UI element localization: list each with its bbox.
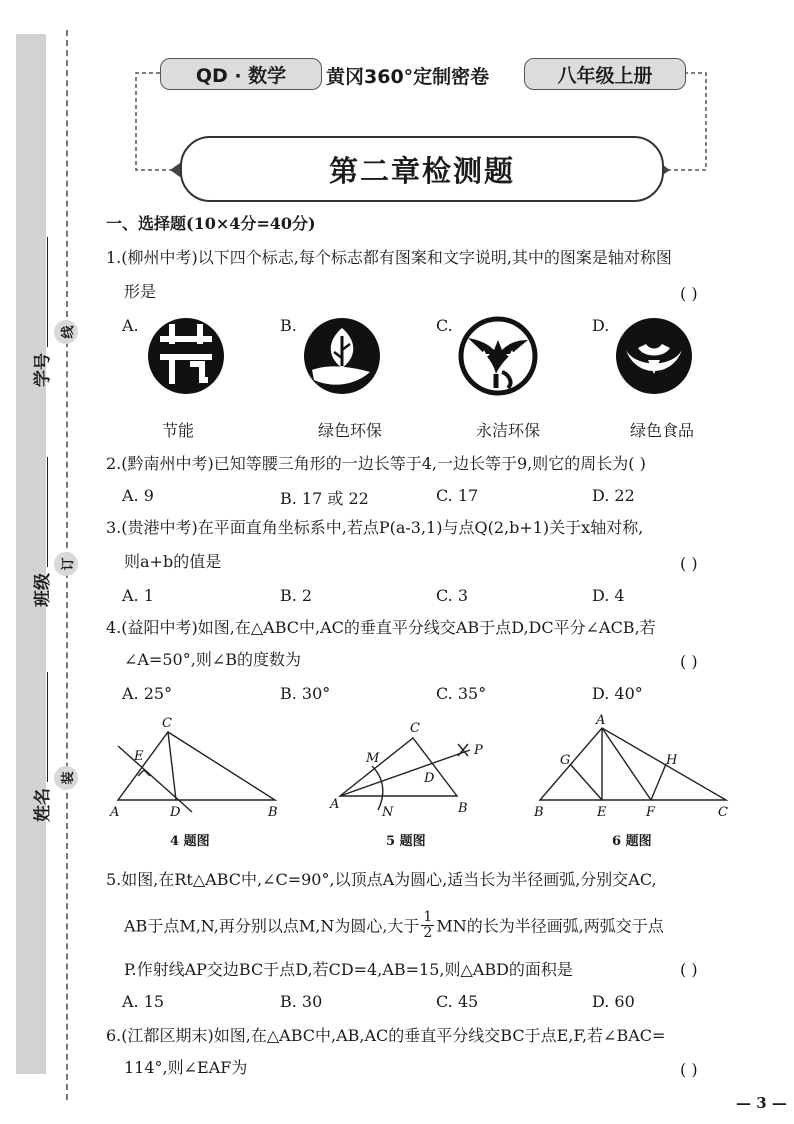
- green-eco-logo-icon: [302, 314, 382, 398]
- fig6-label-a: A: [596, 713, 606, 728]
- q6-line2: 114°,则∠EAF为: [124, 1058, 248, 1077]
- q3-answer-blank[interactable]: ( ): [680, 554, 698, 573]
- q5-fraction-den: 2: [423, 924, 433, 941]
- q1-option-b-caption: 绿色环保: [317, 421, 382, 440]
- fig5-label-m: M: [366, 751, 380, 766]
- q5-fraction: [421, 910, 434, 940]
- class-field[interactable]: [28, 457, 52, 607]
- q5-line1: 5.如图,在Rt△ABC中,∠C=90°,以顶点A为圆心,适当长为半径画弧,分别交AC,: [106, 870, 657, 889]
- q4-line1: 4.(益阳中考)如图,在△ABC中,AC的垂直平分线交AB于点D,DC平分∠ACB,若: [106, 618, 656, 637]
- q6-answer-blank[interactable]: ( ): [680, 1060, 698, 1079]
- q1-option-a-letter: A.: [122, 316, 139, 335]
- q1-option-c-caption: 永洁环保: [475, 421, 540, 440]
- q3-option-d[interactable]: D. 4: [592, 586, 625, 605]
- clean-eco-logo-icon: [458, 314, 538, 398]
- student-id-line: [33, 237, 48, 347]
- fig5-label-b: B: [458, 801, 468, 816]
- q2-line1: 2.(黔南州中考)已知等腰三角形的一边长等于4,一边长等于9,则它的周长为( ): [106, 454, 646, 473]
- q2-option-b[interactable]: B. 17 或 22: [280, 489, 369, 508]
- fig5-label-n: N: [382, 805, 394, 820]
- fig6-label-h: H: [666, 753, 678, 768]
- q5-option-c[interactable]: C. 45: [436, 992, 479, 1011]
- fig6-label-e: E: [597, 805, 607, 820]
- q3-option-c[interactable]: C. 3: [436, 586, 469, 605]
- fig6-label-c: C: [718, 805, 728, 820]
- figure-5: [340, 738, 470, 810]
- fig5-label-p: P: [474, 743, 483, 758]
- q2-option-a[interactable]: A. 9: [122, 486, 154, 505]
- q1-option-a-caption: 节能: [161, 421, 194, 440]
- q2-option-c[interactable]: C. 17: [436, 486, 479, 505]
- q4-option-c[interactable]: C. 35°: [436, 684, 487, 703]
- name-line: [33, 672, 48, 782]
- q5-line3: P.作射线AP交边BC于点D,若CD=4,AB=15,则△ABD的面积是: [124, 960, 573, 979]
- name-label: 姓名: [32, 788, 53, 822]
- q1-option-c-letter: C.: [436, 316, 453, 335]
- bind-mark-staple: 订: [54, 552, 78, 576]
- q5-line2-part-a: AB于点M,N,再分别以点M,N为圆心,大于: [124, 916, 420, 936]
- q1-option-b-letter: B.: [280, 316, 297, 335]
- subject-badge: QD · 数学: [160, 58, 322, 90]
- bind-mark-bind: 装: [54, 766, 78, 790]
- q4-option-b[interactable]: B. 30°: [280, 684, 331, 703]
- q5-option-b[interactable]: B. 30: [280, 992, 323, 1011]
- fig6-caption: 6 题图: [612, 834, 652, 849]
- fig4-label-c: C: [162, 716, 172, 731]
- q5-fraction-num: 1: [423, 909, 433, 925]
- q4-answer-blank[interactable]: ( ): [680, 652, 698, 671]
- q1-line1: 1.(柳州中考)以下四个标志,每个标志都有图案和文字说明,其中的图案是轴对称图: [106, 248, 672, 267]
- fig6-label-f: F: [646, 805, 656, 820]
- name-field[interactable]: [28, 672, 52, 822]
- energy-saving-logo-icon: [146, 314, 226, 398]
- green-food-logo-icon: [614, 314, 694, 398]
- q3-option-b[interactable]: B. 2: [280, 586, 313, 605]
- q1-option-d-caption: 绿色食品: [629, 421, 694, 440]
- chapter-title: 第二章检测题: [180, 136, 664, 202]
- class-label: 班级: [32, 573, 53, 607]
- q6-line1: 6.(江都区期末)如图,在△ABC中,AB,AC的垂直平分线交BC于点E,F,若∠BAC=: [106, 1026, 666, 1045]
- q1-option-d-letter: D.: [592, 316, 610, 335]
- q5-line2: [124, 909, 664, 942]
- q2-option-d[interactable]: D. 22: [592, 486, 635, 505]
- student-id-label: 学号: [32, 353, 53, 387]
- fig4-label-a: A: [110, 805, 120, 820]
- grade-badge: 八年级上册: [524, 58, 686, 90]
- q1-line2: 形是: [124, 282, 157, 301]
- q1-answer-blank[interactable]: ( ): [680, 284, 698, 303]
- q5-line2-part-b: MN的长为半径画弧,两弧交于点: [436, 916, 664, 936]
- q4-line2: ∠A=50°,则∠B的度数为: [124, 650, 301, 669]
- fig5-label-c: C: [410, 721, 420, 736]
- series-title: 黄冈360°定制密卷: [326, 66, 490, 88]
- fig5-caption: 5 题图: [386, 834, 426, 849]
- fig6-label-g: G: [560, 753, 571, 768]
- fig4-label-b: B: [268, 805, 278, 820]
- section-title: 一、选择题(10×4分=40分): [106, 214, 316, 233]
- fig4-caption: 4 题图: [170, 834, 210, 849]
- q5-answer-blank[interactable]: ( ): [680, 960, 698, 979]
- class-line: [33, 457, 48, 567]
- q4-option-a[interactable]: A. 25°: [122, 684, 173, 703]
- figure-4: [118, 732, 275, 812]
- fig4-label-e: E: [134, 749, 144, 764]
- fig6-label-b: B: [534, 805, 544, 820]
- q5-option-a[interactable]: A. 15: [122, 992, 165, 1011]
- q3-line2: 则a+b的值是: [124, 552, 222, 571]
- q5-option-d[interactable]: D. 60: [592, 992, 635, 1011]
- fig5-label-a: A: [330, 797, 340, 812]
- bind-mark-line: 线: [54, 320, 78, 344]
- q3-line1: 3.(贵港中考)在平面直角坐标系中,若点P(a-3,1)与点Q(2,b+1)关于x轴对称,: [106, 518, 644, 537]
- fig4-label-d: D: [170, 805, 181, 820]
- q4-option-d[interactable]: D. 40°: [592, 684, 643, 703]
- fig5-label-d: D: [424, 771, 435, 786]
- student-id-field[interactable]: [28, 237, 52, 387]
- page-number: — 3 —: [736, 1094, 787, 1112]
- q3-option-a[interactable]: A. 1: [122, 586, 154, 605]
